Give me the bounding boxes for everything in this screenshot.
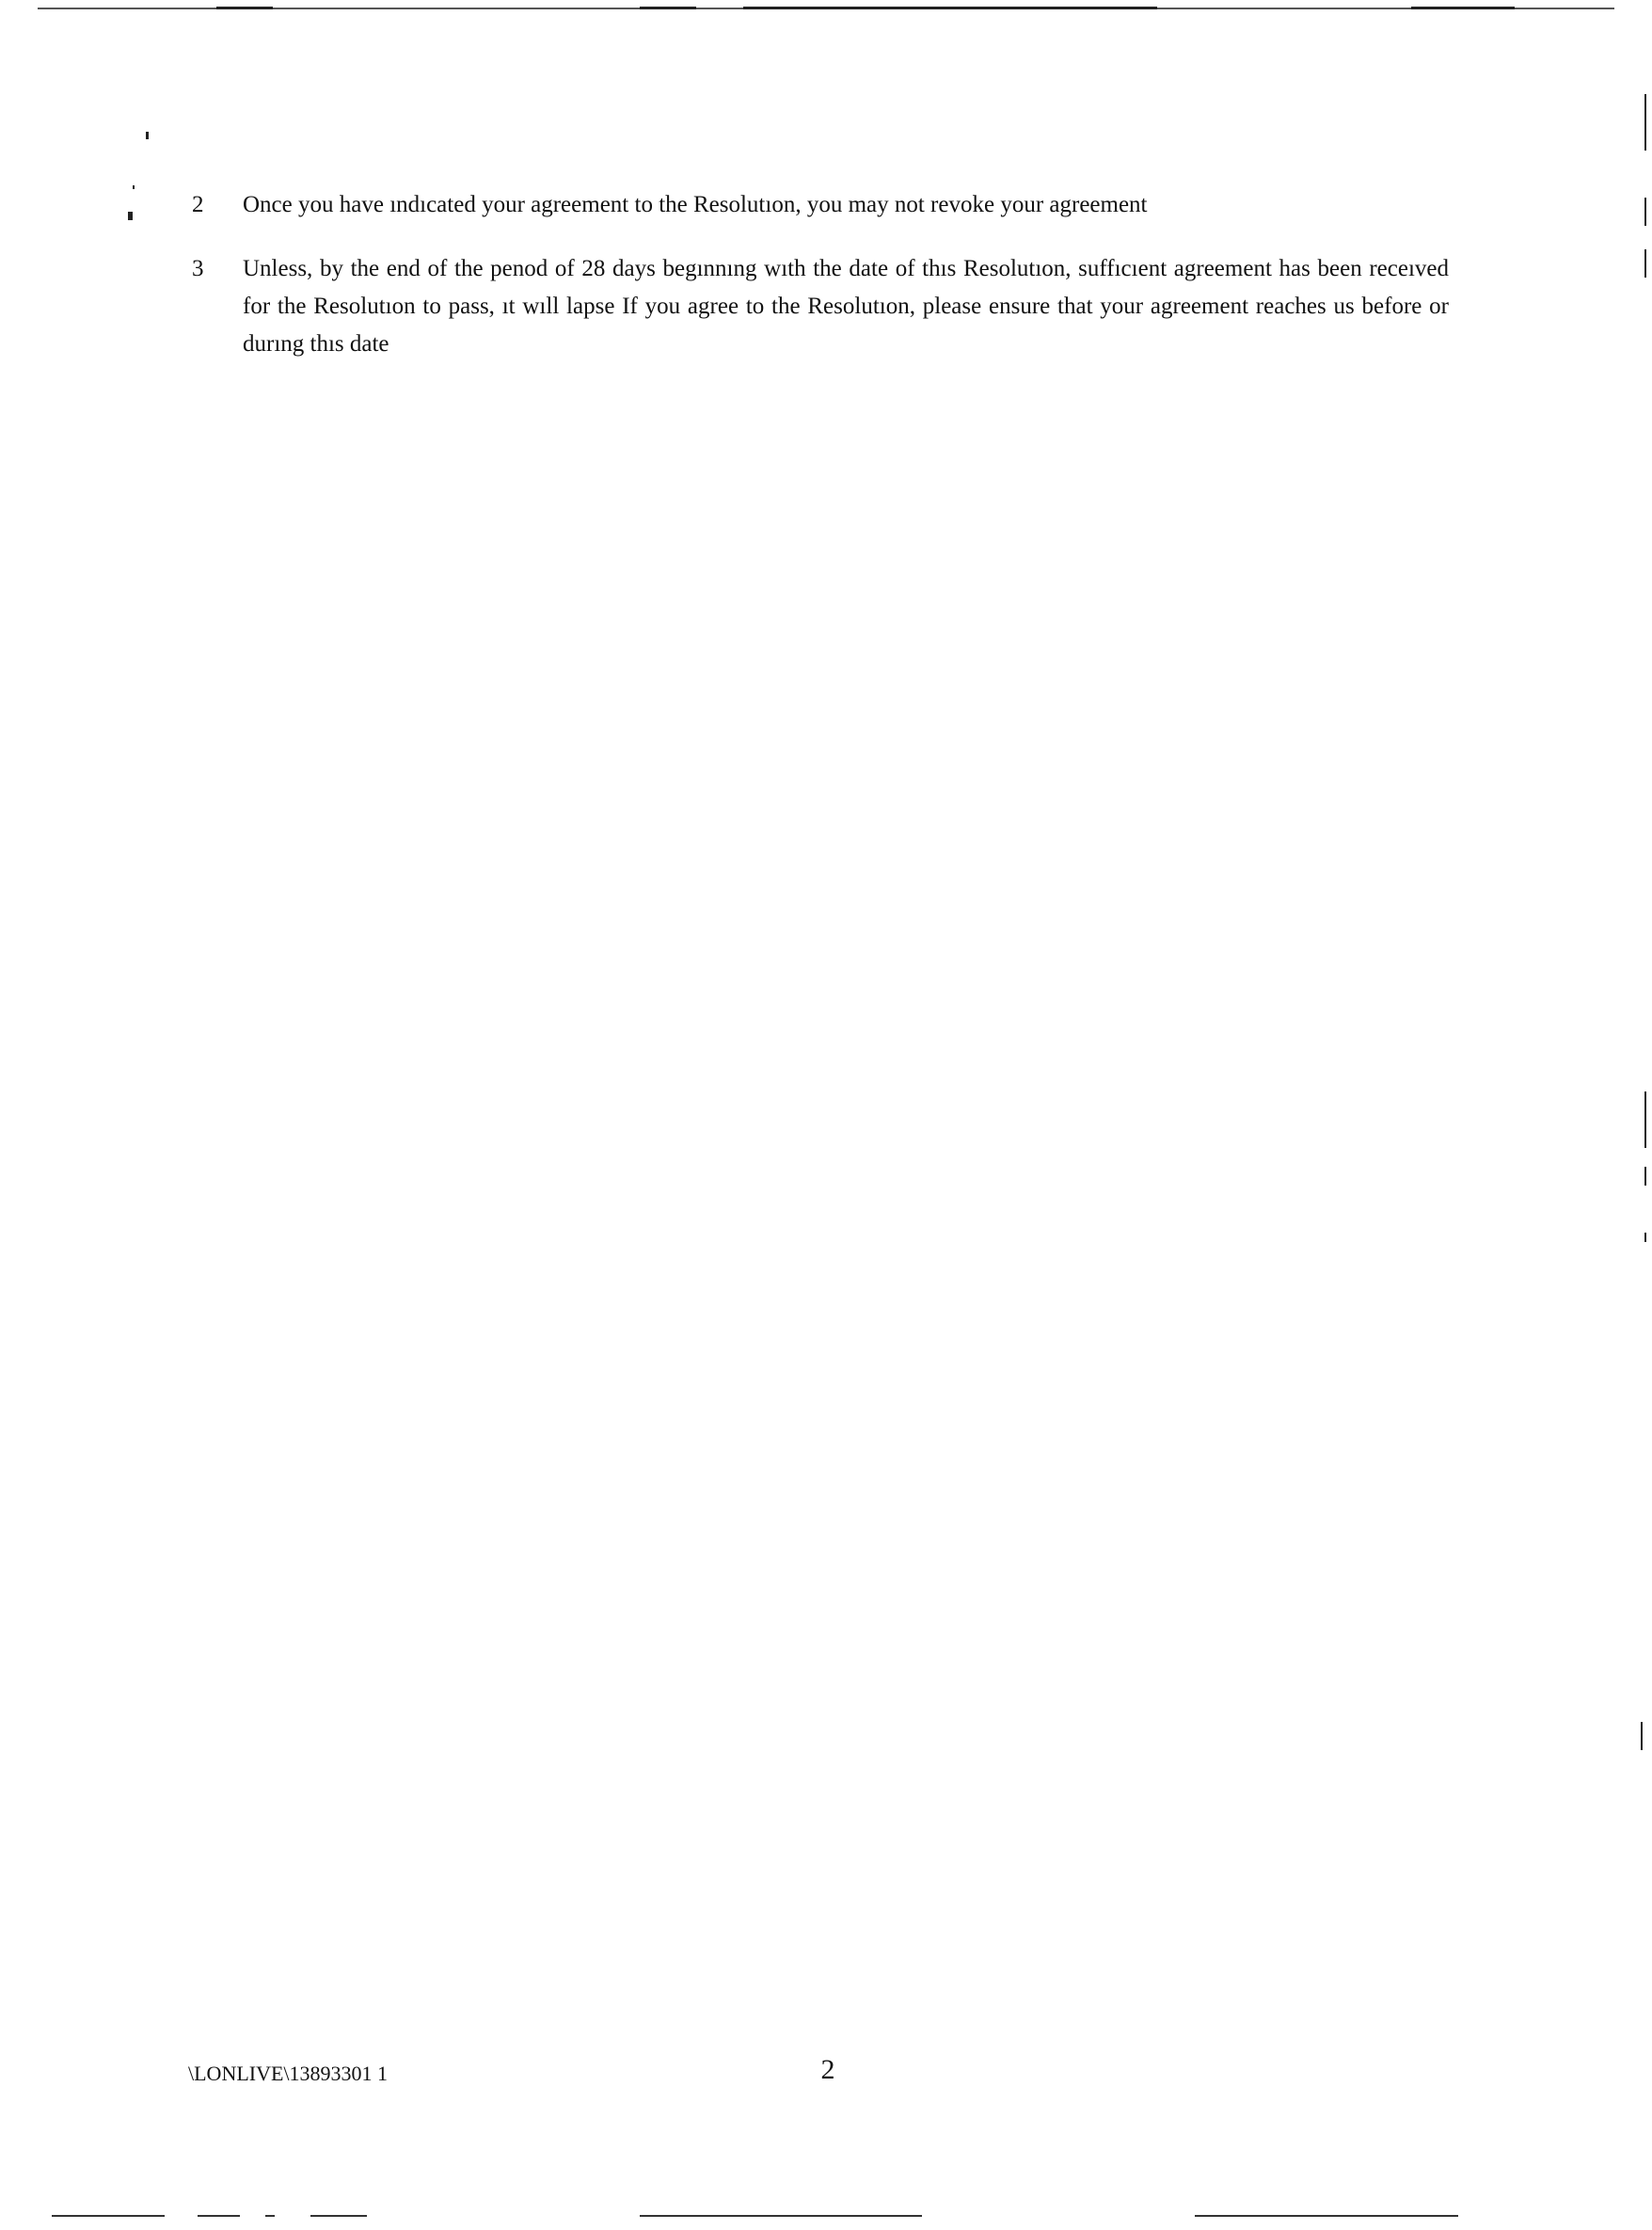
scan-edge-mark [1644, 1167, 1646, 1186]
scan-edge-mark [1644, 94, 1646, 151]
scan-speck [128, 212, 133, 220]
scan-bottom-dash [52, 2215, 165, 2217]
scan-bottom-dash [1195, 2215, 1458, 2217]
scan-bottom-dash [198, 2215, 240, 2217]
paragraph-text: Unless, by the end of the penod of 28 days begınnıng wıth the date of thıs Resolutıon, suffıcıent agreement has been receıved for the Resolutıon to pass, ıt wıll lapse If you agree to the Resolutıon, please ensure that your agreement reaches us before or durıng thıs date [243, 256, 1449, 357]
scan-speck [133, 185, 135, 189]
scan-top-rule-segment [743, 7, 1157, 9]
scan-edge-mark [1644, 1091, 1646, 1148]
paragraph-number: 2 [192, 192, 204, 217]
document-reference: \LONLIVE\13893301 1 [188, 2062, 389, 2085]
scan-bottom-dash [640, 2215, 922, 2217]
scan-edge-mark [1644, 1233, 1646, 1242]
scan-bottom-dash [310, 2215, 367, 2217]
paragraph-number: 3 [192, 256, 204, 281]
scan-top-rule-segment [1411, 7, 1515, 9]
scan-speck [146, 132, 149, 139]
paragraph-text: Once you have ındıcated your agreement to the Resolutıon, you may not revoke your agreement [243, 192, 1148, 217]
scan-bottom-dash [265, 2215, 275, 2217]
scan-edge-mark [1644, 249, 1646, 278]
scan-top-rule-segment [640, 7, 696, 9]
page-number: 2 [820, 2054, 835, 2085]
scan-edge-mark [1641, 1722, 1643, 1750]
scan-edge-mark [1644, 198, 1646, 226]
scan-top-rule-segment [216, 7, 273, 9]
